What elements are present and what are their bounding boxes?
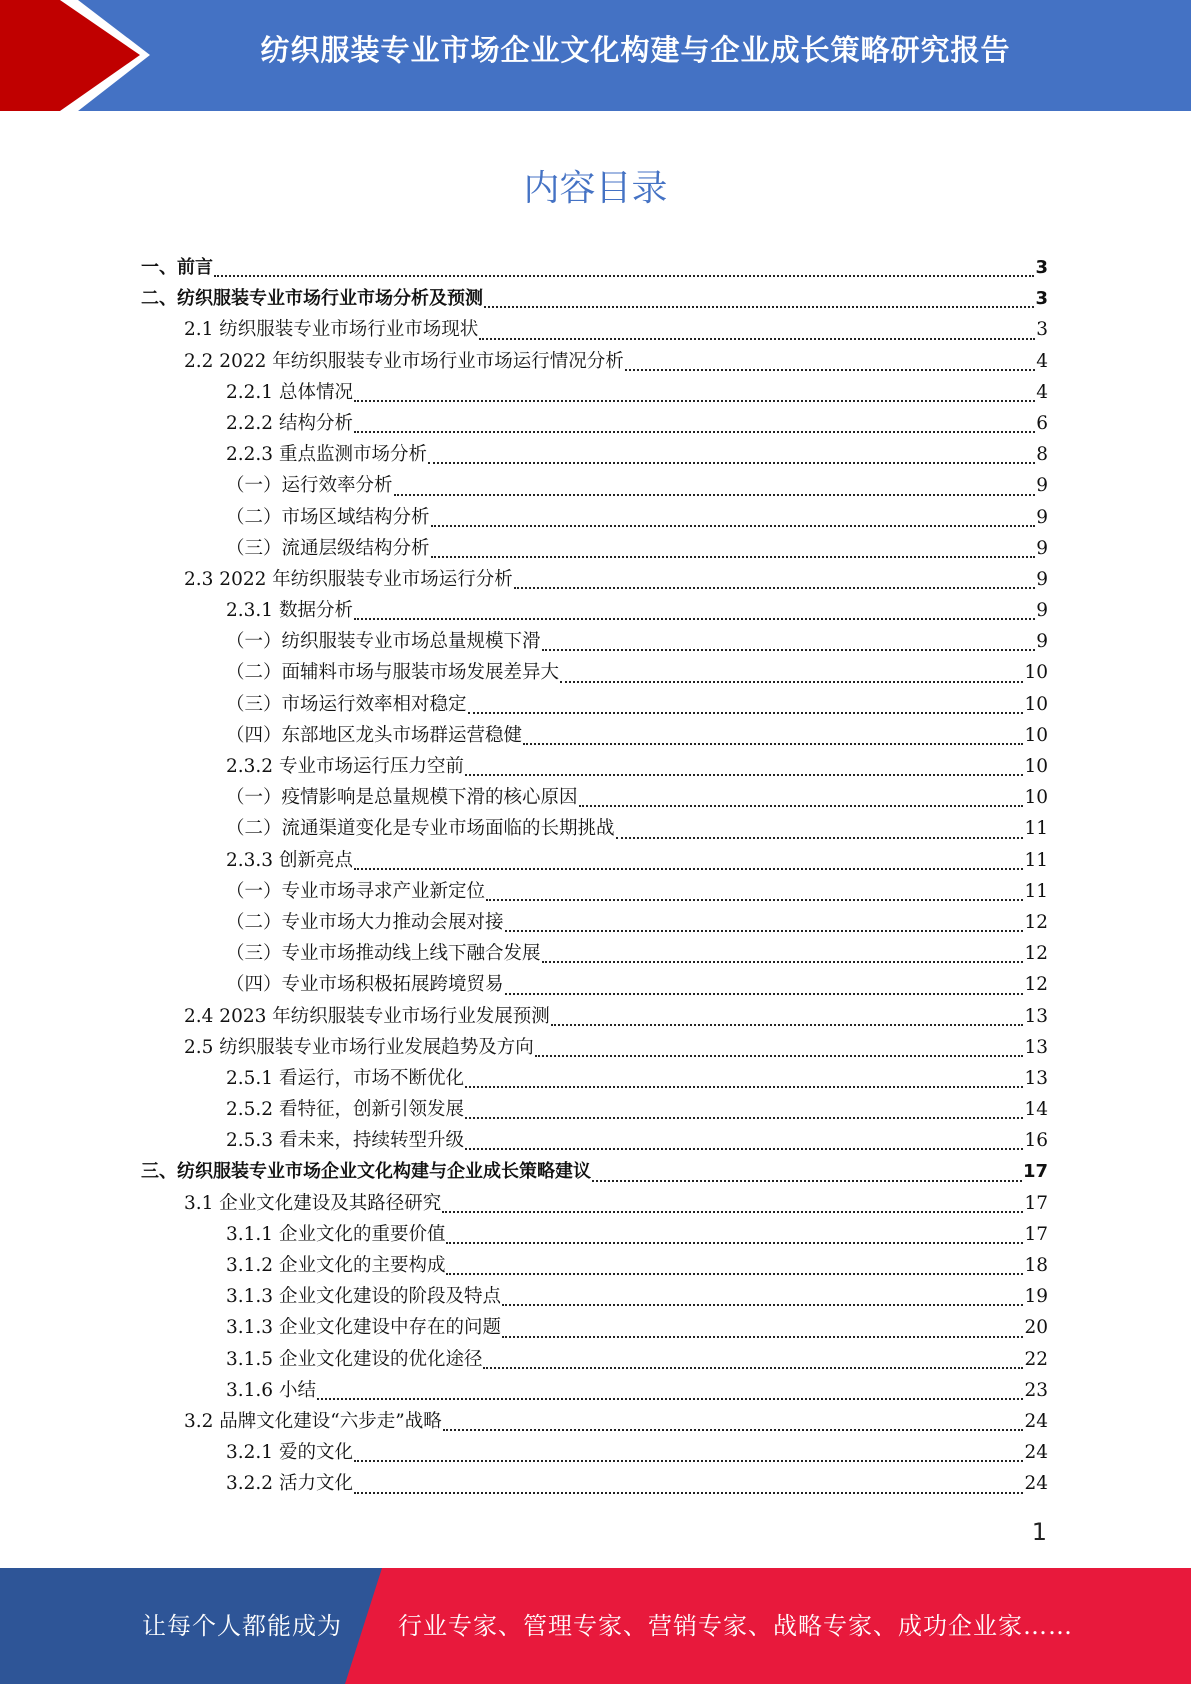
- toc-entry-title: 2.3.2 专业市场运行压力空前: [226, 756, 464, 777]
- toc-entry[interactable]: [141, 409, 1048, 440]
- dot-leader: [431, 525, 1036, 527]
- toc-entry-title: 3.1.3 企业文化建设中存在的问题: [226, 1317, 501, 1339]
- toc-entry-title: 2.4 2023 年纺织服装专业市场行业发展预测: [184, 1005, 550, 1027]
- toc-entry-page: 8: [1036, 444, 1048, 466]
- toc-entry-page: 12: [1024, 943, 1048, 965]
- toc-entry-page: 13: [1024, 1036, 1048, 1058]
- toc-entry[interactable]: [141, 1407, 1048, 1438]
- toc-entry-title: 3.1 企业文化建设及其路径研究: [184, 1192, 442, 1214]
- toc-entry-title: 3.1.3 企业文化建设的阶段及特点: [226, 1286, 501, 1308]
- toc-entry[interactable]: [141, 1251, 1048, 1282]
- toc-entry-title: 2.5.2 看特征，创新引领发展: [226, 1099, 464, 1121]
- footer-banner: [0, 1568, 1191, 1684]
- toc-entry-page: 23: [1024, 1379, 1048, 1401]
- toc-entry[interactable]: [141, 471, 1048, 502]
- toc-entry-title: （二）流通渠道变化是专业市场面临的长期挑战: [226, 818, 615, 840]
- dot-leader: [479, 338, 1035, 340]
- toc-entry[interactable]: [141, 1189, 1048, 1220]
- dot-leader: [502, 1304, 1023, 1306]
- dot-leader: [354, 400, 1035, 402]
- dot-leader: [560, 681, 1023, 683]
- dot-leader: [468, 712, 1024, 714]
- toc-entry-page: 10: [1024, 787, 1048, 809]
- toc-entry-title: （一）疫情影响是总量规模下滑的核心原因: [226, 787, 578, 809]
- toc-entry[interactable]: [141, 1345, 1048, 1376]
- header-banner: [0, 0, 1191, 111]
- toc-entry-page: 14: [1024, 1099, 1048, 1121]
- toc-entry[interactable]: [141, 721, 1048, 752]
- toc-entry[interactable]: [141, 378, 1048, 409]
- toc-entry-page: 9: [1036, 506, 1048, 528]
- toc-entry-page: 19: [1024, 1286, 1048, 1308]
- toc-entry-title: 二、纺织服装专业市场行业市场分析及预测: [141, 288, 483, 310]
- toc-entry-page: 24: [1024, 1410, 1048, 1432]
- toc-entry-page: 16: [1024, 1130, 1048, 1152]
- toc-entry[interactable]: [141, 347, 1048, 378]
- toc-entry[interactable]: [141, 1064, 1048, 1095]
- toc-entry-title: （四）东部地区龙头市场群运营稳健: [226, 724, 523, 746]
- dot-leader: [214, 275, 1034, 277]
- toc-entry-title: （二）市场区域结构分析: [226, 506, 430, 528]
- toc-entry-page: 11: [1024, 818, 1048, 840]
- toc-entry-page: 10: [1024, 662, 1048, 684]
- toc-entry-title: （一）专业市场寻求产业新定位: [226, 880, 486, 902]
- toc-entry[interactable]: [141, 1220, 1048, 1251]
- toc-entry[interactable]: [141, 1095, 1048, 1126]
- toc-entry-title: （三）流通层级结构分析: [226, 537, 430, 559]
- dot-leader: [431, 556, 1036, 558]
- dot-leader: [354, 431, 1035, 433]
- toc-entry-page: 13: [1024, 1067, 1048, 1089]
- toc-entry-title: 2.3.3 创新亮点: [226, 849, 353, 871]
- dot-leader: [542, 961, 1024, 963]
- toc-entry[interactable]: [141, 253, 1048, 284]
- dot-leader: [535, 1055, 1024, 1057]
- toc-entry[interactable]: [141, 908, 1048, 939]
- toc-entry-page: 6: [1036, 412, 1048, 434]
- dot-leader: [354, 1460, 1024, 1462]
- toc-entry-page: 3: [1035, 257, 1048, 278]
- dot-leader: [514, 587, 1035, 589]
- toc-entry-page: 24: [1024, 1473, 1048, 1495]
- toc-entry-page: 17: [1022, 1161, 1048, 1183]
- dot-leader: [428, 462, 1035, 464]
- dot-leader: [483, 1367, 1023, 1369]
- toc-entry-title: （三）市场运行效率相对稳定: [226, 693, 467, 715]
- toc-entry-title: （一）纺织服装专业市场总量规模下滑: [226, 631, 541, 653]
- dot-leader: [579, 805, 1024, 807]
- toc-entry-page: 9: [1036, 568, 1048, 590]
- toc-entry-page: 22: [1024, 1348, 1048, 1370]
- toc-entry[interactable]: [141, 1126, 1048, 1157]
- dot-leader: [317, 1398, 1024, 1400]
- toc-entry-title: 3.2.1 爱的文化: [226, 1442, 353, 1464]
- toc-entry-title: 3.1.2 企业文化的主要构成: [226, 1255, 446, 1276]
- toc-entry-page: 9: [1036, 537, 1048, 559]
- toc-entry[interactable]: [141, 970, 1048, 1001]
- dot-leader: [443, 1429, 1024, 1431]
- toc-entry-title: 2.5 纺织服装专业市场行业发展趋势及方向: [184, 1036, 534, 1058]
- toc-entry-page: 10: [1024, 756, 1048, 777]
- toc-entry[interactable]: [141, 690, 1048, 721]
- page-number: 1: [1031, 1518, 1047, 1546]
- toc-entry[interactable]: [141, 814, 1048, 845]
- toc-entry[interactable]: [141, 939, 1048, 970]
- toc-entry-title: （一）运行效率分析: [226, 475, 393, 497]
- toc-entry[interactable]: [141, 752, 1048, 783]
- toc-entry[interactable]: [141, 1469, 1048, 1500]
- toc-entry[interactable]: [141, 1157, 1048, 1188]
- toc-entry-page: 11: [1024, 849, 1048, 871]
- toc-entry[interactable]: [141, 783, 1048, 814]
- toc-entry[interactable]: [141, 503, 1048, 534]
- toc-entry-page: 24: [1024, 1442, 1048, 1464]
- toc-entry-title: 2.2.1 总体情况: [226, 381, 353, 403]
- toc-entry-page: 3: [1035, 288, 1048, 310]
- toc-entry-page: 9: [1036, 631, 1048, 653]
- dot-leader: [446, 1242, 1023, 1244]
- dot-leader: [542, 649, 1036, 651]
- toc-entry-title: 2.5.3 看未来，持续转型升级: [226, 1130, 464, 1152]
- dot-leader: [394, 494, 1036, 496]
- toc-entry[interactable]: [141, 1282, 1048, 1313]
- document-title: 纺织服装专业市场企业文化构建与企业成长策略研究报告: [260, 33, 1011, 67]
- toc-entry-title: 3.1.1 企业文化的重要价值: [226, 1223, 446, 1245]
- toc-entry-title: 2.5.1 看运行，市场不断优化: [226, 1067, 464, 1089]
- toc-entry-title: 3.2.2 活力文化: [226, 1473, 353, 1495]
- dot-leader: [502, 1336, 1023, 1338]
- toc-entry[interactable]: [141, 627, 1048, 658]
- toc-entry[interactable]: [141, 1002, 1048, 1033]
- toc-entry-page: 4: [1036, 350, 1048, 372]
- toc-entry[interactable]: [141, 315, 1048, 346]
- toc-entry[interactable]: [141, 1313, 1048, 1344]
- toc-entry-title: 2.1 纺织服装专业市场行业市场现状: [184, 319, 479, 341]
- dot-leader: [446, 1273, 1023, 1275]
- toc-entry[interactable]: [141, 284, 1048, 315]
- dot-leader: [465, 1117, 1023, 1119]
- toc-entry-page: 11: [1024, 880, 1048, 902]
- toc-entry[interactable]: [141, 877, 1048, 908]
- toc-entry[interactable]: [141, 596, 1048, 627]
- toc-entry-title: 2.2.2 结构分析: [226, 412, 353, 434]
- toc-entry[interactable]: [141, 1376, 1048, 1407]
- dot-leader: [505, 993, 1024, 995]
- toc-entry-page: 12: [1024, 974, 1048, 996]
- dot-leader: [484, 306, 1034, 308]
- footer-slogan-right: 行业专家、管理专家、营销专家、战略专家、成功企业家……: [398, 1612, 1073, 1640]
- toc-entry-page: 10: [1024, 693, 1048, 715]
- toc-entry[interactable]: [141, 534, 1048, 565]
- toc-entry-page: 13: [1024, 1005, 1048, 1027]
- table-of-contents: [141, 253, 1048, 1501]
- dot-leader: [442, 1211, 1023, 1213]
- toc-entry-page: 9: [1036, 475, 1048, 497]
- footer-slogan-left: 让每个人都能成为: [142, 1612, 342, 1640]
- dot-leader: [465, 1086, 1023, 1088]
- toc-entry-title: 3.1.5 企业文化建设的优化途径: [226, 1348, 483, 1370]
- toc-heading: 内容目录: [523, 168, 668, 209]
- dot-leader: [616, 837, 1024, 839]
- toc-entry[interactable]: [141, 565, 1048, 596]
- dot-leader: [551, 1024, 1024, 1026]
- toc-entry-page: 3: [1036, 319, 1048, 341]
- toc-entry-title: （二）专业市场大力推动会展对接: [226, 911, 504, 933]
- toc-entry-page: 17: [1024, 1192, 1048, 1214]
- dot-leader: [354, 618, 1035, 620]
- toc-entry-title: 3.1.6 小结: [226, 1379, 316, 1401]
- dot-leader: [354, 1492, 1024, 1494]
- dot-leader: [486, 899, 1023, 901]
- toc-entry-title: 2.3.1 数据分析: [226, 600, 353, 622]
- toc-entry[interactable]: [141, 846, 1048, 877]
- toc-entry-page: 12: [1024, 911, 1048, 933]
- toc-entry-title: 2.3 2022 年纺织服装专业市场运行分析: [184, 568, 513, 590]
- toc-entry[interactable]: [141, 440, 1048, 471]
- dot-leader: [592, 1180, 1022, 1182]
- dot-leader: [465, 774, 1023, 776]
- toc-entry-title: （二）面辅料市场与服装市场发展差异大: [226, 662, 560, 684]
- toc-entry-title: （四）专业市场积极拓展跨境贸易: [226, 974, 504, 996]
- toc-entry-page: 20: [1024, 1317, 1048, 1339]
- toc-entry-title: 3.2 品牌文化建设“六步走”战略: [184, 1410, 442, 1432]
- toc-entry-page: 10: [1024, 724, 1048, 746]
- dot-leader: [523, 743, 1023, 745]
- toc-entry-page: 4: [1036, 381, 1048, 403]
- toc-entry-page: 18: [1024, 1255, 1048, 1276]
- dot-leader: [354, 868, 1024, 870]
- toc-entry[interactable]: [141, 1438, 1048, 1469]
- toc-entry-title: （三）专业市场推动线上线下融合发展: [226, 943, 541, 965]
- toc-entry-title: 2.2.3 重点监测市场分析: [226, 444, 427, 466]
- toc-entry[interactable]: [141, 658, 1048, 689]
- dot-leader: [465, 1148, 1023, 1150]
- toc-entry-title: 三、纺织服装专业市场企业文化构建与企业成长策略建议: [141, 1161, 591, 1183]
- toc-entry-title: 一、前言: [141, 257, 213, 278]
- dot-leader: [505, 930, 1024, 932]
- toc-entry[interactable]: [141, 1033, 1048, 1064]
- toc-entry-page: 17: [1024, 1223, 1048, 1245]
- toc-entry-page: 9: [1036, 600, 1048, 622]
- dot-leader: [625, 369, 1035, 371]
- header-chevron-decoration: [0, 0, 160, 111]
- toc-entry-title: 2.2 2022 年纺织服装专业市场行业市场运行情况分析: [184, 350, 624, 372]
